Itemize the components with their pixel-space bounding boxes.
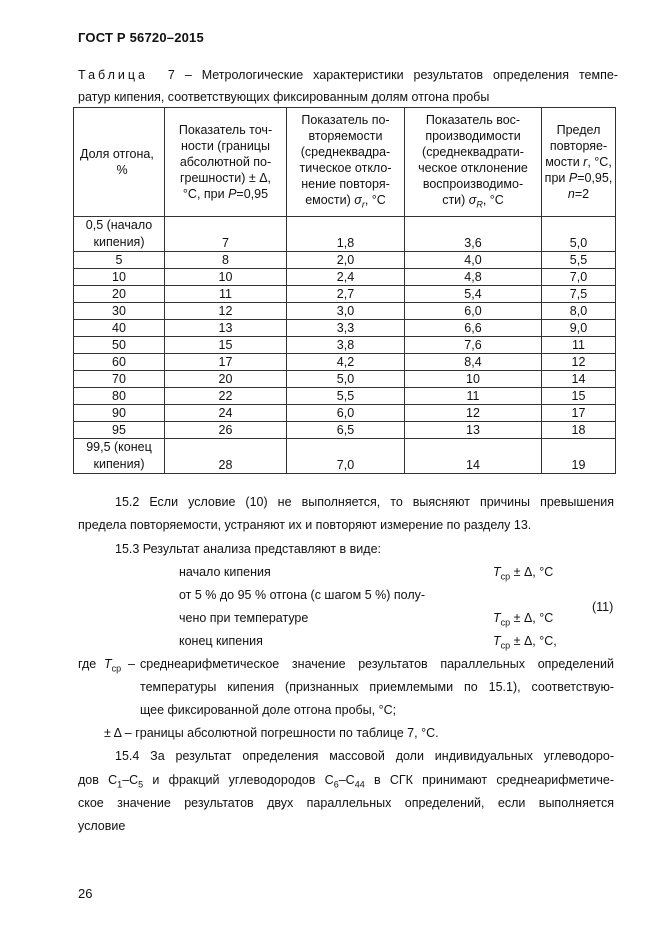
table-row	[74, 303, 616, 320]
cell-line: кипения)	[93, 457, 145, 471]
para-15-4-line-2: дов $С_1-С_5$ и фракций углеводородов $С_6-С_{44}$ в СГК принимают среднеарифметиче-	[78, 773, 615, 790]
table-caption	[78, 64, 618, 108]
where-line-2: температуры кипения (признанных приемлемыми по 15.1), соответствую-	[140, 680, 614, 694]
table-header-row	[74, 108, 616, 217]
table-row	[74, 337, 616, 354]
caption-text-1: – Метрологические характеристики результатов определения темпе-	[184, 68, 618, 82]
table-row	[74, 405, 616, 422]
table-cell: 15	[542, 388, 616, 405]
result-value-end: $T_{ср} \pm \Delta$, °С,	[493, 634, 557, 651]
table-cell	[74, 439, 165, 474]
where-symbol: $T_{ср}$	[104, 657, 122, 674]
table-cell: 3,3	[287, 320, 405, 337]
equation-number: (11)	[592, 600, 614, 614]
table-cell: 12	[405, 405, 542, 422]
table-row	[74, 320, 616, 337]
table-cell: 95	[74, 422, 165, 439]
hdr-line: при P=0,95,	[544, 171, 613, 185]
table-cell: 5,0	[287, 371, 405, 388]
table-cell: 13	[405, 422, 542, 439]
table-cell: 5,5	[287, 388, 405, 405]
where-dash: –	[128, 657, 135, 671]
table-cell: 7,6	[405, 337, 542, 354]
table-row	[74, 439, 616, 474]
table-cell: 80	[74, 388, 165, 405]
table-row	[74, 269, 616, 286]
table-row	[74, 252, 616, 269]
cell-line: кипения)	[93, 235, 145, 249]
table-cell: 7,0	[542, 269, 616, 286]
table-cell: 60	[74, 354, 165, 371]
hdr-line: мости r, °С,	[545, 155, 612, 169]
table-cell: 13	[165, 320, 287, 337]
table-cell: 2,0	[287, 252, 405, 269]
hdr-line: °С, при P=0,95	[182, 187, 269, 201]
table-cell: 40	[74, 320, 165, 337]
table-cell: 18	[542, 422, 616, 439]
table-cell: 11	[165, 286, 287, 303]
table-cell: 6,0	[405, 303, 542, 320]
where-line-1: среднеарифметическое значение результатов параллельных определений	[140, 657, 614, 671]
table-cell: 8,0	[542, 303, 616, 320]
table-cell: 11	[542, 337, 616, 354]
cell-line: 99,5 (конец	[86, 440, 152, 454]
table-cell	[74, 217, 165, 252]
hdr-line: Доля отгона,	[80, 147, 154, 161]
hdr-line: ческое отклонение	[418, 160, 528, 175]
hdr-line: повторяе-	[549, 139, 608, 153]
table-cell: 20	[74, 286, 165, 303]
table-cell: 3,6	[405, 217, 542, 252]
table-cell: 50	[74, 337, 165, 354]
col-header-repeatability-limit	[542, 108, 616, 217]
table-cell: 10	[165, 269, 287, 286]
table-cell: 30	[74, 303, 165, 320]
hdr-line: Показатель вос-	[425, 112, 521, 127]
hdr-line: %	[116, 163, 128, 177]
table-cell: 10	[74, 269, 165, 286]
hdr-line: Предел	[556, 123, 601, 137]
table-cell: 12	[165, 303, 287, 320]
table-cell: 4,2	[287, 354, 405, 371]
table-row	[74, 388, 616, 405]
hdr-line: производимости	[425, 128, 521, 143]
table-cell: 28	[165, 439, 287, 474]
cell-line: 0,5 (начало	[85, 218, 153, 232]
where-delta: ± Δ – границы абсолютной погрешности по таблице 7, °С.	[104, 726, 439, 740]
col-header-accuracy	[165, 108, 287, 217]
table-cell: 5,0	[542, 217, 616, 252]
table-cell: 7	[165, 217, 287, 252]
document-header: ГОСТ Р 56720–2015	[78, 30, 204, 45]
where-prefix: где	[78, 657, 97, 671]
hdr-line: нение повторя-	[301, 176, 390, 191]
hdr-line: ности (границы	[181, 139, 270, 153]
table-cell: 4,8	[405, 269, 542, 286]
hdr-line: сти) $\sigma_R$, °С	[442, 192, 504, 210]
table-cell: 9,0	[542, 320, 616, 337]
hdr-line: тическое откло-	[299, 160, 392, 175]
hdr-line: n=2	[567, 187, 590, 201]
caption-number: 7	[167, 68, 175, 82]
result-line-start: начало кипения	[179, 565, 271, 579]
hdr-line: Показатель точ-	[178, 123, 273, 137]
para-15-2-line-2: предела повторяемости, устраняют их и повторяют измерение по разделу 13.	[78, 518, 532, 532]
para-15-4-line-3: ское значение результатов двух параллельных определений, если выполняется	[78, 796, 614, 810]
table-cell: 17	[542, 405, 616, 422]
table-cell: 5	[74, 252, 165, 269]
result-line-temp: чено при температуре	[179, 611, 309, 625]
table-cell: 6,5	[287, 422, 405, 439]
hdr-line: емости) $\sigma_r$, °С	[305, 192, 386, 210]
table-cell: 19	[542, 439, 616, 474]
table-row	[74, 422, 616, 439]
table-cell: 5,5	[542, 252, 616, 269]
hdr-line: вторяемости	[308, 128, 383, 143]
col-header-repeatability	[287, 108, 405, 217]
where-line-3: щее фиксированной доле отгона пробы, °С;	[140, 703, 397, 717]
col-header-fraction	[74, 108, 165, 217]
table-cell: 6,0	[287, 405, 405, 422]
table-cell: 7,5	[542, 286, 616, 303]
table-body	[74, 217, 616, 474]
result-value-temp: $T_{ср} \pm \Delta$, °С	[493, 611, 554, 628]
table-cell: 8	[165, 252, 287, 269]
table-cell: 20	[165, 371, 287, 388]
table-cell: 11	[405, 388, 542, 405]
result-line-range: от 5 % до 95 % отгона (с шагом 5 %) полу-	[179, 588, 426, 602]
table-cell: 2,4	[287, 269, 405, 286]
table-cell: 5,4	[405, 286, 542, 303]
table-cell: 12	[542, 354, 616, 371]
hdr-line: грешности) ± Δ,	[179, 171, 272, 185]
result-line-end: конец кипения	[179, 634, 263, 648]
table-cell: 14	[542, 371, 616, 388]
hdr-line: Показатель по-	[301, 112, 390, 127]
para-15-2-line-1: 15.2 Если условие (10) не выполняется, то выясняют причины превышения	[115, 495, 614, 509]
para-15-3: 15.3 Результат анализа представляют в виде:	[115, 542, 382, 556]
table-row	[74, 354, 616, 371]
table-row	[74, 286, 616, 303]
table-row	[74, 217, 616, 252]
table-cell: 8,4	[405, 354, 542, 371]
table-row	[74, 371, 616, 388]
table-cell: 24	[165, 405, 287, 422]
table-cell: 15	[165, 337, 287, 354]
table-cell: 3,0	[287, 303, 405, 320]
table-cell: 10	[405, 371, 542, 388]
table-cell: 3,8	[287, 337, 405, 354]
caption-line-1	[78, 64, 618, 86]
table-cell: 22	[165, 388, 287, 405]
table-cell: 6,6	[405, 320, 542, 337]
hdr-line: абсолютной по-	[179, 155, 272, 169]
metrology-table	[73, 107, 616, 474]
hdr-line: (среднеквадрати-	[422, 144, 524, 159]
table-cell: 17	[165, 354, 287, 371]
table-cell: 26	[165, 422, 287, 439]
table-cell: 1,8	[287, 217, 405, 252]
table-cell: 90	[74, 405, 165, 422]
caption-line-2: ратур кипения, соответствующих фиксированным долям отгона пробы	[78, 90, 490, 104]
hdr-line: (среднеквадра-	[300, 144, 391, 159]
page-number: 26	[78, 886, 93, 901]
para-15-4-line-1: 15.4 За результат определения массовой доли индивидуальных углеводоро-	[115, 749, 614, 763]
table-cell: 4,0	[405, 252, 542, 269]
hdr-line: воспроизводимо-	[422, 176, 524, 191]
table-cell: 14	[405, 439, 542, 474]
table-cell: 7,0	[287, 439, 405, 474]
col-header-reproducibility	[405, 108, 542, 217]
table-cell: 70	[74, 371, 165, 388]
result-value-start: $T_{ср} \pm \Delta$, °С	[493, 565, 554, 582]
caption-label: Таблица	[78, 68, 149, 82]
table-cell: 2,7	[287, 286, 405, 303]
para-15-4-line-4: условие	[78, 819, 126, 833]
